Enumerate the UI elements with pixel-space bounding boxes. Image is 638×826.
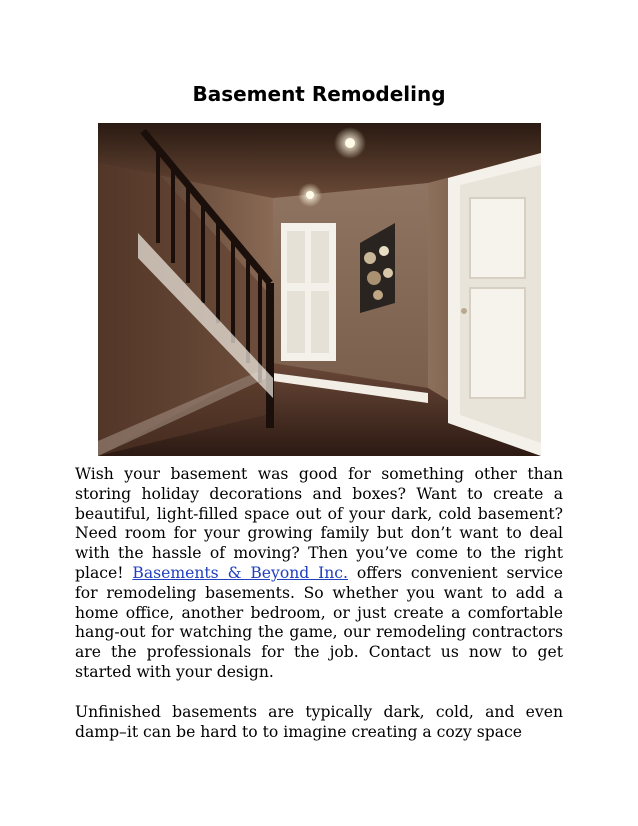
page-title: Basement Remodeling [192, 82, 446, 106]
intro-paragraph [75, 465, 563, 683]
company-link[interactable]: Basements & Beyond Inc. [132, 563, 348, 582]
second-paragraph: Unfinished basements are typically dark, cold, and even damp–it can be hard to to imagine creating a cozy space [75, 703, 563, 741]
intro-text-after-link: offers convenient service for remodeling basements. So whether you want to add a home office, another bedroom, or just create a comfortable hang-out for watching the game, our remodeling contractors are the professionals for the job. Contact us now to get started with your design. [75, 563, 563, 681]
intro-text-before-link: Wish your basement was good for something other than storing holiday decorations and boxes? Want to create a beautiful, light-filled space out of your dark, cold basement? Need room for your growing family but don’t want to deal with the hassle of moving? Then you’ve come to the right place! [75, 465, 563, 582]
basement-photo [98, 123, 541, 456]
